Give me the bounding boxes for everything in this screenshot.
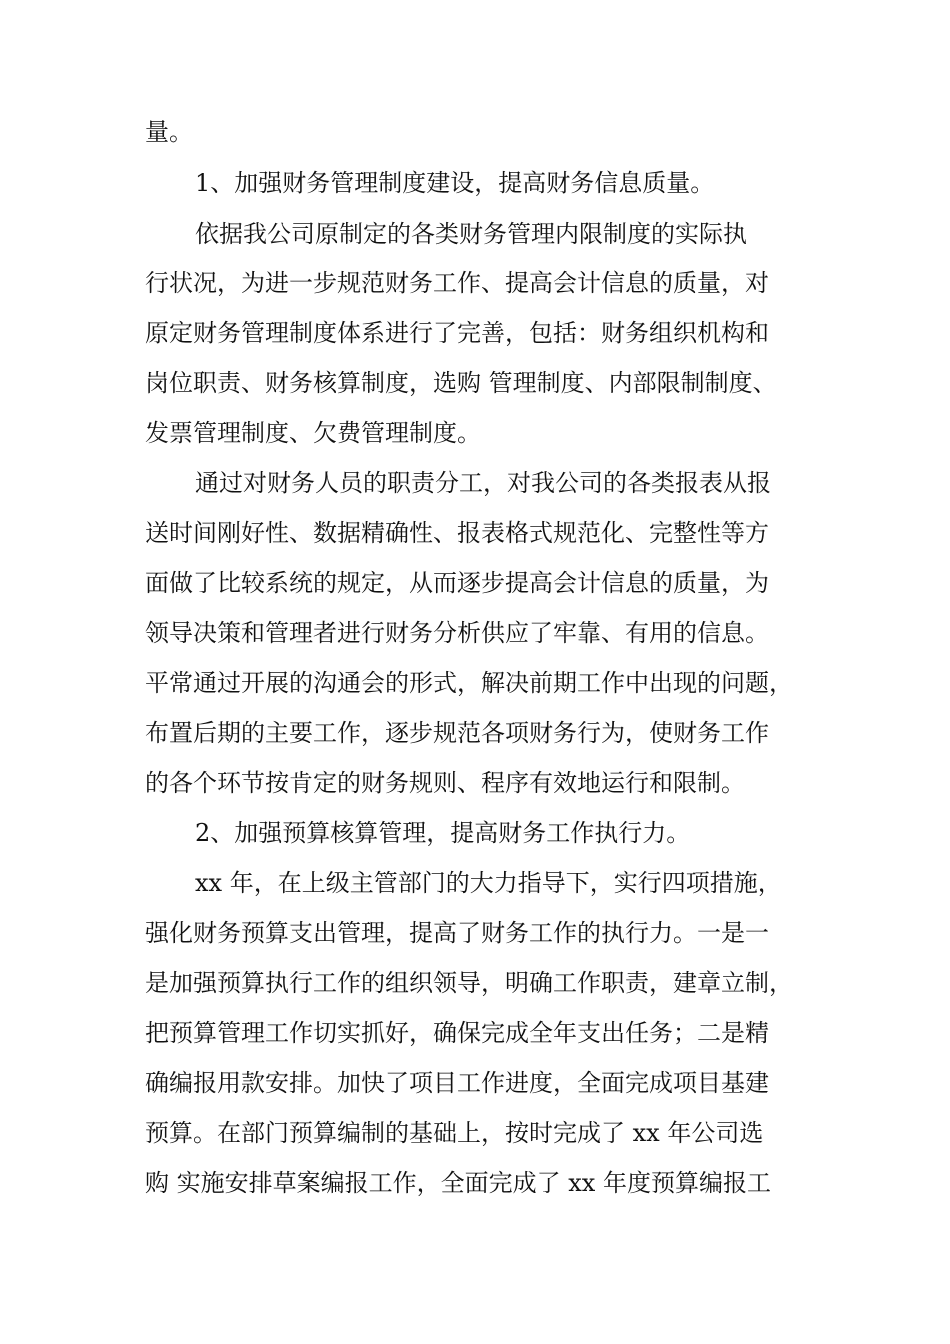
text-line-17: 强化财务预算支出管理，提高了财务工作的执行力。一是一 — [145, 919, 769, 947]
text-line-1: 量。 — [145, 118, 193, 146]
text-line-21: 预算。在部门预算编制的基础上，按时完成了 xx 年公司选 — [145, 1119, 764, 1147]
text-line-12: 平常通过开展的沟通会的形式，解决前期工作中出现的问题， — [145, 669, 793, 697]
text-line-22: 购 实施安排草案编报工作，全面完成了 xx 年度预算编报工 — [145, 1169, 771, 1197]
section-heading-2: 2、加强预算核算管理，提高财务工作执行力。 — [195, 819, 691, 847]
text-line-10: 面做了比较系统的规定，从而逐步提高会计信息的质量，为 — [145, 569, 769, 597]
text-line-16: xx 年，在上级主管部门的大力指导下，实行四项措施， — [195, 869, 782, 897]
text-line-6: 岗位职责、财务核算制度，选购 管理制度、内部限制制度、 — [145, 369, 777, 397]
section-heading-1: 1、加强财务管理制度建设，提高财务信息质量。 — [195, 169, 715, 197]
text-line-18: 是加强预算执行工作的组织领导，明确工作职责，建章立制， — [145, 969, 793, 997]
text-line-4: 行状况，为进一步规范财务工作、提高会计信息的质量，对 — [145, 269, 769, 297]
text-line-13: 布置后期的主要工作，逐步规范各项财务行为，使财务工作 — [145, 719, 769, 747]
text-line-9: 送时间刚好性、数据精确性、报表格式规范化、完整性等方 — [145, 519, 769, 547]
text-line-7: 发票管理制度、欠费管理制度。 — [145, 419, 481, 447]
text-line-5: 原定财务管理制度体系进行了完善，包括：财务组织机构和 — [145, 319, 769, 347]
text-line-11: 领导决策和管理者进行财务分析供应了牢靠、有用的信息。 — [145, 619, 769, 647]
text-line-19: 把预算管理工作切实抓好，确保完成全年支出任务；二是精 — [145, 1019, 769, 1047]
text-line-3: 依据我公司原制定的各类财务管理内限制度的实际执 — [195, 220, 747, 248]
text-line-14: 的各个环节按肯定的财务规则、程序有效地运行和限制。 — [145, 769, 745, 797]
text-line-8: 通过对财务人员的职责分工，对我公司的各类报表从报 — [195, 469, 771, 497]
text-line-20: 确编报用款安排。加快了项目工作进度，全面完成项目基建 — [145, 1069, 769, 1097]
